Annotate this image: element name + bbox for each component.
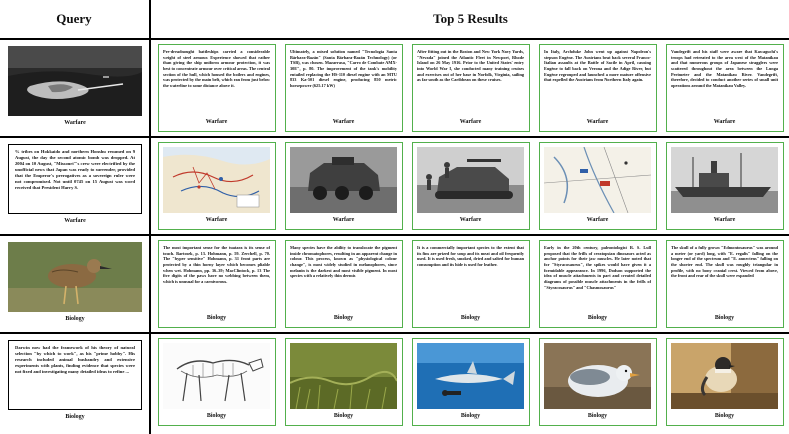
- result-card[interactable]: [285, 338, 403, 426]
- result-text: It is a commercially important species to the extent that its fins are prized for soup and its meat and oil frequently used. It is used fresh, smoked, dried and salted for human consumption and its hide is used for leather.: [417, 245, 524, 268]
- query-cell[interactable]: [8, 340, 142, 424]
- results-strip: [158, 338, 784, 426]
- result-card[interactable]: [285, 240, 403, 328]
- result-text: Many species have the ability to translocate the pigment inside chromatophores, resulting in an apparent change in colour. This process, known as "physiological colour change", is most widely studied in melanophores, since melanin is the darkest and most visible pigment. In most species with a relatively thin dermis: [290, 245, 397, 279]
- aerial-island-photo-icon: [8, 46, 142, 116]
- result-text: Pre-dreadnought battleships carried a considerable weight of steel armour. Experience showed that rather than giving the ship uniform armour protection, it was best to concentrate armour over critical areas. The central section of the hull, which housed the boilers and engines, was protected by the main belt, which ran from just below the waterline to some distance above it.: [163, 49, 270, 89]
- small-bird-photo-icon: [671, 343, 778, 409]
- result-label: Biology: [206, 315, 227, 321]
- result-card[interactable]: [666, 44, 784, 132]
- query-cell[interactable]: [8, 242, 142, 326]
- armored-car-photo-icon: [290, 147, 397, 213]
- result-card[interactable]: [412, 142, 530, 230]
- result-label: Warfare: [459, 119, 482, 125]
- result-card[interactable]: [666, 240, 784, 328]
- query-label: Warfare: [64, 218, 86, 224]
- result-label: Warfare: [586, 119, 609, 125]
- campaign-map-icon: [163, 147, 270, 213]
- results-strip: [158, 142, 784, 230]
- query-text: % tribes on Hokkaido and northern Honshu resumed on 9 August, the day the second atomic bomb was dropped. At 2004 on 10 August, "Missouri"'s crew were electrified by the unofficial news that Japan was ready to surrender, provided that the Emperor's prerogatives as a sovereign ruler were not compromised. Not until 0745 on 15 August was word received that President Harry S.: [8, 144, 142, 214]
- result-label: Biology: [460, 315, 481, 321]
- query-label: Warfare: [64, 120, 86, 126]
- result-card[interactable]: [539, 338, 657, 426]
- result-label: Biology: [333, 413, 354, 419]
- result-label: Warfare: [332, 217, 355, 223]
- results-column-header: Top 5 Results: [433, 11, 508, 26]
- query-column-header: Query: [56, 11, 92, 26]
- result-text: Ultimately, a mixed solution named "Tecnologia Santa Bárbara-Bazán" (Santa Bárbara-Bazán Technology) (or TSB), was chosen. Mazarrasa, "Carro de Combate AMX-30E", p. 80. The improvement of the tank's mobility entailed replacing the HS-110 diesel engine with an MTU 833 Ka-501 diesel engine, producing 850 metric horsepower (625.17 kW): [290, 49, 397, 89]
- result-card[interactable]: [412, 240, 530, 328]
- grass-field-photo-icon: [290, 343, 397, 409]
- query-cell[interactable]: [8, 46, 142, 130]
- result-label: Warfare: [713, 217, 736, 223]
- result-card[interactable]: [412, 44, 530, 132]
- result-label: Biology: [333, 315, 354, 321]
- result-card[interactable]: [412, 338, 530, 426]
- result-label: Biology: [587, 315, 608, 321]
- result-text: Early in the 20th century, paleontologist R. S. Lull proposed that the frills of ceratopsian dinosaurs acted as anchor points for their jaw muscles. He later noted that for "Styracosaurus", the spikes would have given it a formidable appearance. In 1996, Dodson supported the idea of muscle attachments in part and created detailed diagrams of possible muscle attachments in the frills of "Styracosaurus" and "Chasmosaurus": [544, 245, 651, 290]
- warship-photo-icon: [671, 147, 778, 213]
- result-text: In Italy, Archduke John went up against Napoleon's stepson Eugène. The Austrians beat back several Franco-Italian assaults at the Battle of Sacile in April, causing Eugène to fall back on Verona and the Adige River, but Eugène regrouped and launched a more mature offensive that expelled the Austrians from Northern Italy again.: [544, 49, 651, 83]
- result-label: Warfare: [332, 119, 355, 125]
- shark-diver-photo-icon: [417, 343, 524, 409]
- sandpiper-bird-photo-icon: [8, 242, 142, 312]
- results-strip: [158, 44, 784, 132]
- result-card[interactable]: [285, 142, 403, 230]
- result-text: After fitting out in the Boston and New York Navy Yards, "Nevada" joined the Atlantic Fleet in Newport, Rhode Island on 26 May 1916. Prior to the United States' entry into World War I, she conducted many training cruises and exercises out of her base in Norfolk, Virginia, sailing as far south as the Caribbean on these cruises.: [417, 49, 524, 83]
- result-row: [0, 334, 789, 430]
- result-text: The skull of a fully grown "Edmontosaurus" was around a meter (or yard) long, with "E. regalis" falling on the longer end of the spectrum and "E. annectens" falling on the shorter end. The skull was roughly triangular in profile, with no bony cranial crest. Viewed from above, the front and rear of the skull were expanded: [671, 245, 778, 279]
- result-card[interactable]: [158, 240, 276, 328]
- query-label: Biology: [65, 316, 85, 322]
- result-label: Biology: [714, 315, 735, 321]
- result-row: [0, 40, 789, 136]
- seabird-photo-icon: [544, 343, 651, 409]
- result-card[interactable]: [158, 44, 276, 132]
- result-label: Warfare: [205, 217, 228, 223]
- result-card[interactable]: [158, 142, 276, 230]
- result-label: Warfare: [713, 119, 736, 125]
- result-label: Biology: [460, 413, 481, 419]
- result-row: [0, 236, 789, 332]
- result-card[interactable]: [666, 338, 784, 426]
- result-label: Biology: [206, 413, 227, 419]
- result-text: The most important sense for the tuatara is its sense of touch. Bartosek, p. 13. Hohmann, p. 59. Zerchell, p. 70. The "hyper sensitive" Hohmann, p. 31 front parts are protected by a thin horny layer which becomes pliable when wet. Hohmann, pp. 36–39; MacClintock, p. 13 The five digits of the paws have no webbing between them, which is unusual for a carnivorous.: [163, 245, 270, 285]
- skeleton-drawing-icon: [163, 343, 270, 409]
- result-text: Vandegrift and his staff were aware that Kawaguchi's troops had retreated to the area west of the Matanikau and that numerous groups of Japanese stragglers were scattered throughout the area between the Lunga Perimeter and the Matanikau River. Vandegrift, therefore, decided to conduct another series of small unit operations around the Matanikau Valley.: [671, 49, 778, 89]
- result-card[interactable]: [158, 338, 276, 426]
- result-card[interactable]: [539, 240, 657, 328]
- result-card[interactable]: [539, 44, 657, 132]
- result-label: Biology: [587, 413, 608, 419]
- result-card[interactable]: [539, 142, 657, 230]
- result-label: Biology: [714, 413, 735, 419]
- result-label: Warfare: [205, 119, 228, 125]
- query-cell[interactable]: [8, 144, 142, 228]
- result-card[interactable]: [666, 142, 784, 230]
- query-text: Darwin now had the framework of his theory of natural selection "by which to work", as his "prime hobby". His research included animal husbandry and extensive experiments with plants, finding evidence that species were not fixed and investigating many detailed ideas to refine ...: [8, 340, 142, 410]
- tank-soldiers-photo-icon: [417, 147, 524, 213]
- result-card[interactable]: [285, 44, 403, 132]
- result-label: Warfare: [586, 217, 609, 223]
- query-label: Biology: [65, 414, 85, 420]
- battle-map-icon: [544, 147, 651, 213]
- result-row: [0, 138, 789, 234]
- results-strip: [158, 240, 784, 328]
- result-label: Warfare: [459, 217, 482, 223]
